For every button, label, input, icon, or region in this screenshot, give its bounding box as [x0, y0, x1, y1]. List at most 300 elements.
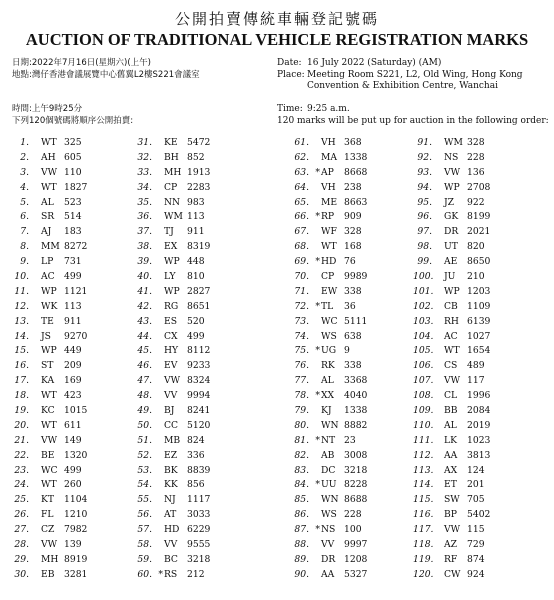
mark-number: 81. — [294, 434, 309, 446]
date-row-zh — [12, 58, 267, 70]
mark-entry — [290, 315, 420, 330]
mark-prefix: AB — [321, 449, 335, 461]
mark-digits: 136 — [467, 166, 485, 178]
mark-number: 82. — [294, 449, 309, 461]
mark-entry — [290, 136, 420, 151]
mark-prefix: VW — [164, 375, 181, 387]
mark-prefix: RH — [444, 315, 459, 327]
mark-number: 119. — [413, 553, 434, 565]
mark-entry — [133, 300, 263, 315]
mark-entry — [10, 166, 140, 181]
mark-digits: 328 — [344, 226, 362, 238]
place-label-zh: 地點: — [12, 69, 32, 80]
mark-digits: 228 — [344, 509, 362, 521]
special-mark-asterisk: * — [315, 479, 320, 491]
marks-column-3 — [290, 136, 420, 583]
mark-number: 87. — [294, 524, 309, 536]
mark-prefix: AZ — [444, 539, 458, 551]
special-mark-asterisk: * — [315, 300, 320, 312]
mark-number: 18. — [14, 390, 29, 402]
mark-digits: 2708 — [467, 181, 491, 193]
mark-entry — [133, 553, 263, 568]
mark-number: 6. — [20, 211, 29, 223]
mark-number: 117. — [413, 524, 434, 536]
mark-prefix: KE — [164, 137, 178, 148]
mark-prefix: LY — [164, 271, 176, 283]
mark-prefix: KJ — [321, 405, 332, 417]
mark-prefix: BK — [164, 464, 178, 476]
mark-digits: 605 — [64, 151, 82, 163]
mark-prefix: CC — [164, 419, 179, 431]
mark-entry — [413, 553, 543, 568]
time-row-en — [277, 104, 549, 116]
mark-prefix: HD — [321, 256, 337, 268]
mark-digits: 8241 — [187, 405, 211, 417]
mark-prefix: SW — [444, 494, 460, 506]
mark-number: 36. — [137, 211, 152, 223]
special-mark-asterisk: * — [315, 390, 320, 402]
mark-entry — [10, 270, 140, 285]
special-mark-asterisk: * — [315, 345, 320, 357]
mark-number: 69. — [294, 256, 309, 268]
mark-prefix: WP — [41, 345, 57, 357]
mark-entry — [10, 359, 140, 374]
place-value-en-line2: Convention & Exhibition Centre, Wanchai — [307, 81, 498, 91]
mark-entry — [413, 255, 543, 270]
mark-digits: 3281 — [64, 568, 88, 580]
mark-number: 67. — [294, 226, 309, 238]
mark-number: 76. — [294, 360, 309, 372]
mark-prefix: WF — [321, 226, 337, 238]
mark-digits: 5402 — [467, 509, 491, 521]
mark-prefix: WP — [164, 285, 180, 297]
mark-prefix: CL — [444, 390, 458, 402]
mark-entry — [290, 419, 420, 434]
mark-digits: 328 — [467, 137, 485, 148]
mark-digits: 338 — [344, 285, 362, 297]
mark-digits: 23 — [344, 434, 356, 446]
mark-digits: 8112 — [187, 345, 211, 357]
mark-number: 103. — [413, 315, 434, 327]
place-label-en: Place: — [277, 69, 305, 80]
mark-entry — [413, 508, 543, 523]
mark-prefix: WN — [321, 494, 339, 506]
mark-entry — [413, 389, 543, 404]
mark-entry — [10, 478, 140, 493]
mark-digits: 3368 — [344, 375, 368, 387]
mark-prefix: AJ — [41, 226, 52, 238]
mark-prefix: BE — [41, 449, 55, 461]
special-mark-asterisk: * — [315, 256, 320, 268]
mark-number: 30. — [14, 568, 29, 580]
info-chinese — [12, 58, 267, 81]
mark-digits: 9233 — [187, 360, 211, 372]
mark-number: 62. — [294, 151, 309, 163]
mark-digits: 1208 — [344, 553, 368, 565]
mark-entry — [413, 464, 543, 479]
info-english — [277, 58, 547, 93]
mark-number: 33. — [137, 166, 152, 178]
mark-prefix: AH — [41, 151, 56, 163]
mark-digits: 4040 — [344, 390, 368, 402]
mark-entry — [133, 449, 263, 464]
mark-digits: 336 — [187, 449, 205, 461]
mark-entry — [413, 449, 543, 464]
time-label-en: Time: — [277, 104, 303, 114]
mark-entry — [290, 270, 420, 285]
mark-number: 22. — [14, 449, 29, 461]
mark-entry — [290, 151, 420, 166]
mark-number: 9. — [20, 256, 29, 268]
date-value-en: 16 July 2022 (Saturday) (AM) — [307, 58, 442, 68]
mark-prefix: HD — [164, 524, 180, 536]
mark-prefix: RF — [444, 553, 458, 565]
mark-number: 3. — [20, 166, 29, 178]
place-row-zh — [12, 70, 267, 82]
mark-prefix: VW — [444, 166, 461, 178]
mark-digits: 909 — [344, 211, 362, 223]
mark-prefix: CW — [444, 568, 461, 580]
mark-number: 93. — [417, 166, 432, 178]
mark-number: 90. — [294, 568, 309, 580]
mark-digits: 117 — [467, 375, 485, 387]
mark-number: 109. — [413, 405, 434, 417]
mark-number: 12. — [14, 300, 29, 312]
mark-number: 88. — [294, 539, 309, 551]
mark-prefix: WT — [321, 241, 337, 253]
mark-digits: 7982 — [64, 524, 88, 536]
mark-number: 111. — [413, 434, 434, 446]
mark-prefix: VV — [164, 539, 178, 551]
mark-entry — [10, 449, 140, 464]
mark-prefix: JU — [444, 271, 456, 283]
mark-prefix: EZ — [164, 449, 178, 461]
mark-digits: 1121 — [64, 285, 88, 297]
mark-number: 66. — [294, 211, 309, 223]
mark-prefix: ET — [444, 479, 457, 491]
mark-number: 7. — [20, 226, 29, 238]
mark-digits: 1996 — [467, 390, 491, 402]
mark-number: 19. — [14, 405, 29, 417]
mark-prefix: WM — [164, 211, 183, 223]
mark-entry — [290, 181, 420, 196]
mark-digits: 5111 — [344, 315, 368, 327]
mark-digits: 8199 — [467, 211, 491, 223]
mark-prefix: BJ — [164, 405, 175, 417]
mark-entry — [133, 523, 263, 538]
mark-entry — [413, 285, 543, 300]
mark-entry — [10, 419, 140, 434]
mark-entry — [10, 464, 140, 479]
mark-number: 58. — [137, 539, 152, 551]
mark-entry — [290, 404, 420, 419]
mark-prefix: LK — [444, 434, 457, 446]
mark-prefix: NS — [321, 524, 336, 536]
mark-entry — [133, 210, 263, 225]
mark-prefix: DC — [321, 464, 336, 476]
mark-number: 20. — [14, 419, 29, 431]
mark-prefix: KC — [41, 405, 55, 417]
place-value-en-line1: Meeting Room S221, L2, Old Wing, Hong Kong — [307, 69, 523, 80]
mark-entry — [10, 568, 140, 583]
mark-number: 105. — [413, 345, 434, 357]
mark-digits: 8688 — [344, 494, 368, 506]
mark-entry — [290, 255, 420, 270]
mark-digits: 1827 — [64, 181, 88, 193]
mark-entry — [10, 196, 140, 211]
mark-entry — [290, 464, 420, 479]
mark-number: 34. — [137, 181, 152, 193]
mark-entry — [10, 538, 140, 553]
mark-prefix: EX — [164, 241, 178, 253]
mark-digits: 8319 — [187, 241, 211, 253]
mark-prefix: VW — [41, 166, 58, 178]
mark-number: 116. — [413, 509, 434, 521]
mark-number: 77. — [294, 375, 309, 387]
time-label-zh: 時間: — [12, 104, 32, 114]
mark-entry — [133, 240, 263, 255]
mark-digits: 8839 — [187, 464, 211, 476]
mark-number: 13. — [14, 315, 29, 327]
mark-digits: 856 — [187, 479, 205, 491]
mark-digits: 983 — [187, 196, 205, 208]
mark-digits: 3008 — [344, 449, 368, 461]
mark-prefix: WT — [41, 390, 57, 402]
mark-digits: 9555 — [187, 539, 211, 551]
mark-digits: 9994 — [187, 390, 211, 402]
mark-prefix: RP — [321, 211, 335, 223]
mark-digits: 911 — [64, 315, 82, 327]
mark-digits: 1027 — [467, 330, 491, 342]
mark-number: 23. — [14, 464, 29, 476]
mark-number: 37. — [137, 226, 152, 238]
mark-entry — [290, 285, 420, 300]
mark-entry — [290, 389, 420, 404]
mark-number: 91. — [417, 137, 432, 148]
mark-prefix: WS — [321, 330, 337, 342]
mark-digits: 8272 — [64, 241, 88, 253]
mark-digits: 824 — [187, 434, 205, 446]
mark-prefix: VW — [41, 539, 58, 551]
mark-number: 4. — [20, 181, 29, 193]
mark-digits: 110 — [64, 166, 82, 178]
mark-prefix: CZ — [41, 524, 55, 536]
mark-digits: 731 — [64, 256, 82, 268]
mark-prefix: WM — [444, 137, 463, 148]
mark-digits: 8228 — [344, 479, 368, 491]
mark-entry — [290, 493, 420, 508]
mark-number: 94. — [417, 181, 432, 193]
mark-entry — [10, 255, 140, 270]
mark-number: 75. — [294, 345, 309, 357]
mark-prefix: SR — [41, 211, 55, 223]
mark-entry — [10, 300, 140, 315]
title-english: AUCTION OF TRADITIONAL VEHICLE REGISTRATION MARKS — [25, 30, 529, 49]
mark-digits: 139 — [64, 539, 82, 551]
mark-prefix: AL — [321, 375, 334, 387]
mark-entry — [10, 330, 140, 345]
mark-digits: 8668 — [344, 166, 368, 178]
special-mark-asterisk: * — [315, 434, 320, 446]
mark-digits: 8650 — [467, 256, 491, 268]
mark-digits: 260 — [64, 479, 82, 491]
mark-digits: 3813 — [467, 449, 491, 461]
mark-number: 31. — [137, 137, 152, 148]
mark-prefix: WT — [41, 181, 57, 193]
mark-entry — [133, 225, 263, 240]
mark-number: 51. — [137, 434, 152, 446]
mark-number: 84. — [294, 479, 309, 491]
mark-digits: 212 — [187, 568, 205, 580]
mark-digits: 9 — [344, 345, 350, 357]
mark-digits: 3218 — [344, 464, 368, 476]
mark-prefix: AT — [164, 509, 177, 521]
mark-prefix: CB — [444, 300, 458, 312]
mark-digits: 36 — [344, 300, 356, 312]
mark-prefix: MA — [321, 151, 338, 163]
mark-entry — [133, 389, 263, 404]
mark-digits: 911 — [187, 226, 205, 238]
mark-entry — [10, 210, 140, 225]
mark-number: 5. — [20, 196, 29, 208]
mark-prefix: AP — [321, 166, 334, 178]
mark-digits: 2827 — [187, 285, 211, 297]
mark-prefix: AA — [444, 449, 458, 461]
marks-column-2 — [133, 136, 263, 583]
mark-number: 40. — [137, 271, 152, 283]
mark-number: 17. — [14, 375, 29, 387]
mark-prefix: AC — [444, 330, 458, 342]
mark-digits: 2283 — [187, 181, 211, 193]
mark-entry — [413, 538, 543, 553]
mark-entry — [10, 553, 140, 568]
mark-digits: 3033 — [187, 509, 211, 521]
mark-number: 113. — [413, 464, 434, 476]
mark-number: 56. — [137, 509, 152, 521]
mark-prefix: JZ — [444, 196, 455, 208]
mark-prefix: RG — [164, 300, 179, 312]
mark-prefix: KT — [41, 494, 54, 506]
time-row-zh — [12, 104, 133, 116]
mark-number: 78. — [294, 390, 309, 402]
mark-number: 45. — [137, 345, 152, 357]
mark-number: 49. — [137, 405, 152, 417]
mark-digits: 520 — [187, 315, 205, 327]
mark-prefix: AA — [321, 568, 335, 580]
place-value-zh: 灣仔香港會議展覽中心舊翼L2樓S221會議室 — [31, 69, 200, 80]
mark-prefix: WT — [41, 419, 57, 431]
mark-entry — [413, 359, 543, 374]
mark-digits: 124 — [467, 464, 485, 476]
mark-prefix: RS — [164, 568, 178, 580]
mark-digits: 1913 — [187, 166, 211, 178]
mark-number: 39. — [137, 256, 152, 268]
mark-entry — [290, 374, 420, 389]
mark-entry — [413, 196, 543, 211]
mark-prefix: WP — [444, 181, 460, 193]
mark-number: 59. — [137, 553, 152, 565]
mark-number: 54. — [137, 479, 152, 491]
mark-entry — [10, 523, 140, 538]
mark-entry — [133, 419, 263, 434]
mark-prefix: ES — [164, 315, 178, 327]
special-mark-asterisk: * — [315, 524, 320, 536]
mark-entry — [290, 330, 420, 345]
mark-prefix: NT — [321, 434, 336, 446]
mark-entry — [10, 181, 140, 196]
mark-number: 60. — [137, 568, 152, 580]
mark-digits: 852 — [187, 151, 205, 163]
marks-column-4 — [413, 136, 543, 583]
mark-number: 25. — [14, 494, 29, 506]
mark-digits: 113 — [64, 300, 82, 312]
mark-digits: 325 — [64, 137, 82, 148]
mark-prefix: UU — [321, 479, 337, 491]
mark-digits: 523 — [64, 196, 82, 208]
mark-digits: 113 — [187, 211, 205, 223]
mark-prefix: WS — [321, 509, 337, 521]
mark-prefix: ST — [41, 360, 54, 372]
mark-prefix: HY — [164, 345, 179, 357]
mark-number: 10. — [14, 271, 29, 283]
mark-entry — [413, 300, 543, 315]
mark-number: 70. — [294, 271, 309, 283]
mark-number: 73. — [294, 315, 309, 327]
mark-digits: 8919 — [64, 553, 88, 565]
mark-number: 32. — [137, 151, 152, 163]
time-value-zh: 上午9時25分 — [31, 104, 83, 114]
mark-digits: 448 — [187, 256, 205, 268]
mark-prefix: ME — [321, 196, 338, 208]
mark-entry — [133, 359, 263, 374]
mark-entry — [133, 196, 263, 211]
mark-entry — [10, 344, 140, 359]
mark-entry — [290, 344, 420, 359]
mark-entry — [133, 270, 263, 285]
mark-prefix: MH — [164, 166, 182, 178]
mark-digits: 1654 — [467, 345, 491, 357]
mark-prefix: WT — [41, 479, 57, 491]
mark-prefix: WN — [321, 419, 339, 431]
mark-digits: 8663 — [344, 196, 368, 208]
mark-entry — [133, 568, 263, 583]
mark-digits: 76 — [344, 256, 356, 268]
mark-prefix: KA — [41, 375, 55, 387]
mark-digits: 1338 — [344, 405, 368, 417]
mark-entry — [133, 166, 263, 181]
mark-entry — [413, 166, 543, 181]
mark-digits: 499 — [64, 464, 82, 476]
mark-entry — [413, 404, 543, 419]
mark-entry — [10, 404, 140, 419]
mark-number: 42. — [137, 300, 152, 312]
mark-number: 71. — [294, 285, 309, 297]
mark-prefix: BC — [164, 553, 178, 565]
marks-column-1 — [10, 136, 140, 583]
mark-prefix: WC — [321, 315, 338, 327]
intro-zh: 下列120個號碼將順序公開拍賣: — [12, 115, 134, 126]
mark-digits: 449 — [64, 345, 82, 357]
mark-entry — [290, 553, 420, 568]
mark-number: 26. — [14, 509, 29, 521]
mark-entry — [10, 285, 140, 300]
mark-prefix: CS — [444, 360, 458, 372]
mark-entry — [290, 166, 420, 181]
intro-en: 120 marks will be put up for auction in the following order: — [277, 115, 549, 126]
mark-prefix: RK — [321, 360, 335, 372]
special-mark-asterisk: * — [315, 211, 320, 223]
special-mark-asterisk: * — [315, 166, 320, 178]
